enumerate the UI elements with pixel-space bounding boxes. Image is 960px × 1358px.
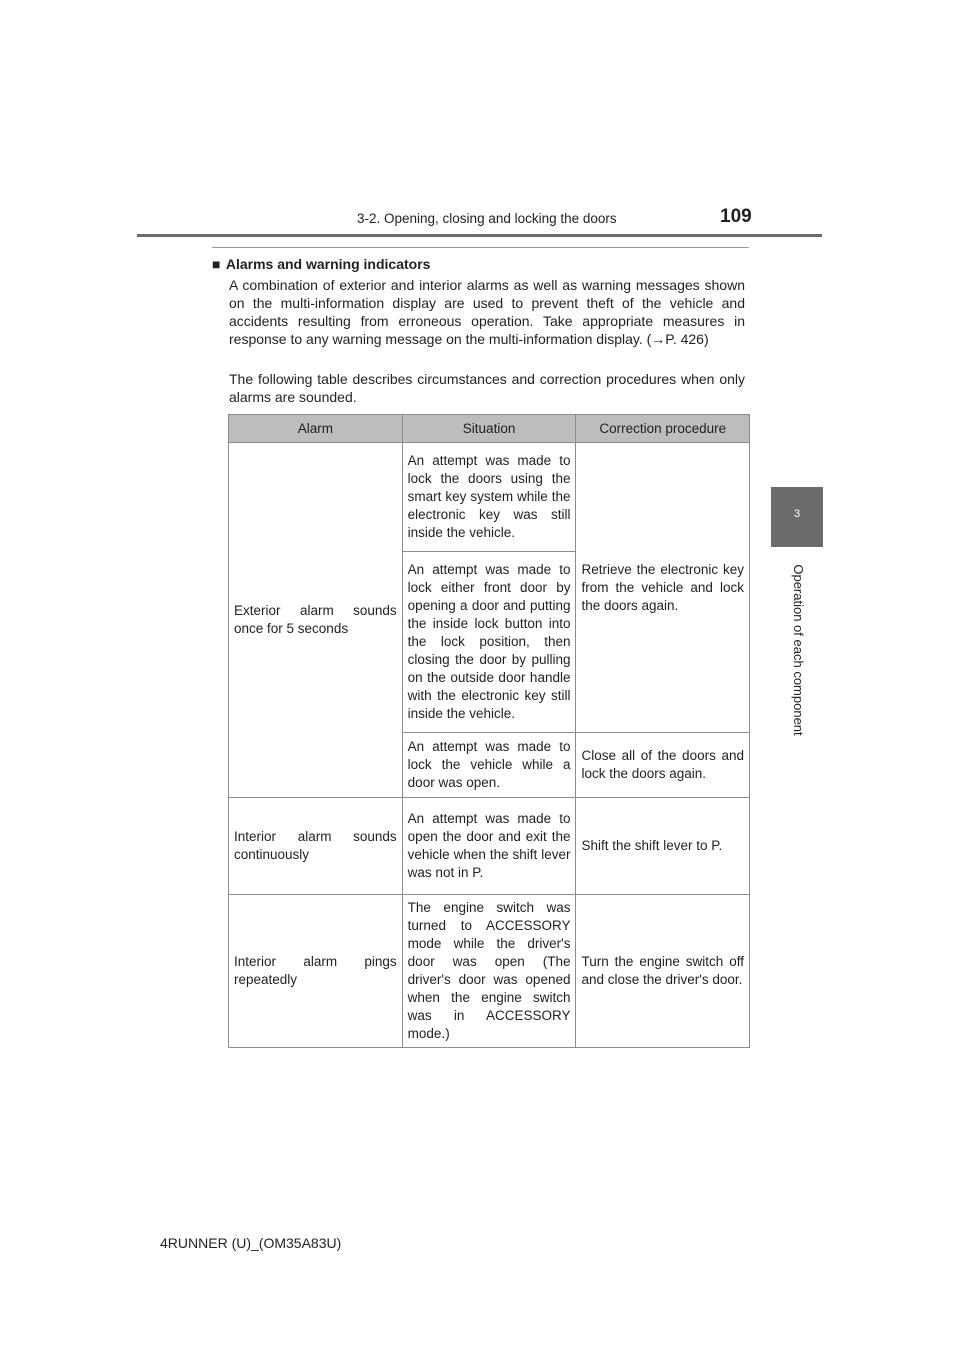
- alarm-cell: Interior alarm sounds continuously: [229, 798, 403, 895]
- situation-cell: An attempt was made to open the door and exit the vehicle when the shift lever was not in P.: [402, 798, 576, 895]
- situation-cell: An attempt was made to lock the vehicle while a door was open.: [402, 733, 576, 798]
- chapter-number: 3: [793, 508, 801, 520]
- correction-cell: Shift the shift lever to P.: [576, 798, 750, 895]
- situation-cell: The engine switch was turned to ACCESSORY mode while the driver's door was open (The driver's door was opened when the engine switch was in ACCESSORY mode.): [402, 895, 576, 1048]
- chapter-title: Operation of each component: [791, 564, 806, 736]
- correction-cell: Turn the engine switch off and close the driver's door.: [576, 895, 750, 1048]
- section-heading-text: Alarms and warning indicators: [225, 256, 431, 272]
- intro-paragraph: A combination of exterior and interior alarms as well as warning messages shown on the multi-information display are used to prevent theft of the vehicle and accidents resulting from erroneous operation. Take appropriate measures in response to any warning message on the multi-information display. (→P. 426): [229, 277, 745, 347]
- situation-cell: An attempt was made to lock either front door by opening a door and putting the inside lock button into the lock position, then closing the door by pulling on the outside door handle with the electronic key still inside the vehicle.: [402, 552, 576, 733]
- table-row: [229, 443, 750, 552]
- table-row: [229, 895, 750, 1048]
- section-rule: [212, 247, 749, 248]
- section-title: 3-2. Opening, closing and locking the doors: [357, 211, 617, 226]
- table-header-row: [229, 415, 750, 443]
- table-intro-paragraph: The following table describes circumstances and correction procedures when only alarms are sounded.: [229, 371, 745, 405]
- column-header-alarm: Alarm: [229, 415, 403, 443]
- situation-cell: An attempt was made to lock the doors using the smart key system while the electronic key was still inside the vehicle.: [402, 443, 576, 552]
- page-number: 109: [720, 206, 752, 227]
- square-bullet-icon: ■: [212, 256, 221, 272]
- page-header: [0, 196, 822, 236]
- correction-cell: Close all of the doors and lock the doors again.: [576, 733, 750, 798]
- section-heading: [212, 256, 430, 272]
- alarm-cell: Interior alarm pings repeatedly: [229, 895, 403, 1048]
- model-code: 4RUNNER (U)_(OM35A83U): [160, 1235, 342, 1251]
- header-rule: [137, 234, 822, 237]
- chapter-tab: [771, 487, 823, 547]
- alarm-cell: Exterior alarm sounds once for 5 seconds: [229, 443, 403, 798]
- alarm-table: [228, 414, 750, 1048]
- correction-cell: Retrieve the electronic key from the vehicle and lock the doors again.: [576, 443, 750, 733]
- column-header-correction: Correction procedure: [576, 415, 750, 443]
- table-row: [229, 798, 750, 895]
- column-header-situation: Situation: [402, 415, 576, 443]
